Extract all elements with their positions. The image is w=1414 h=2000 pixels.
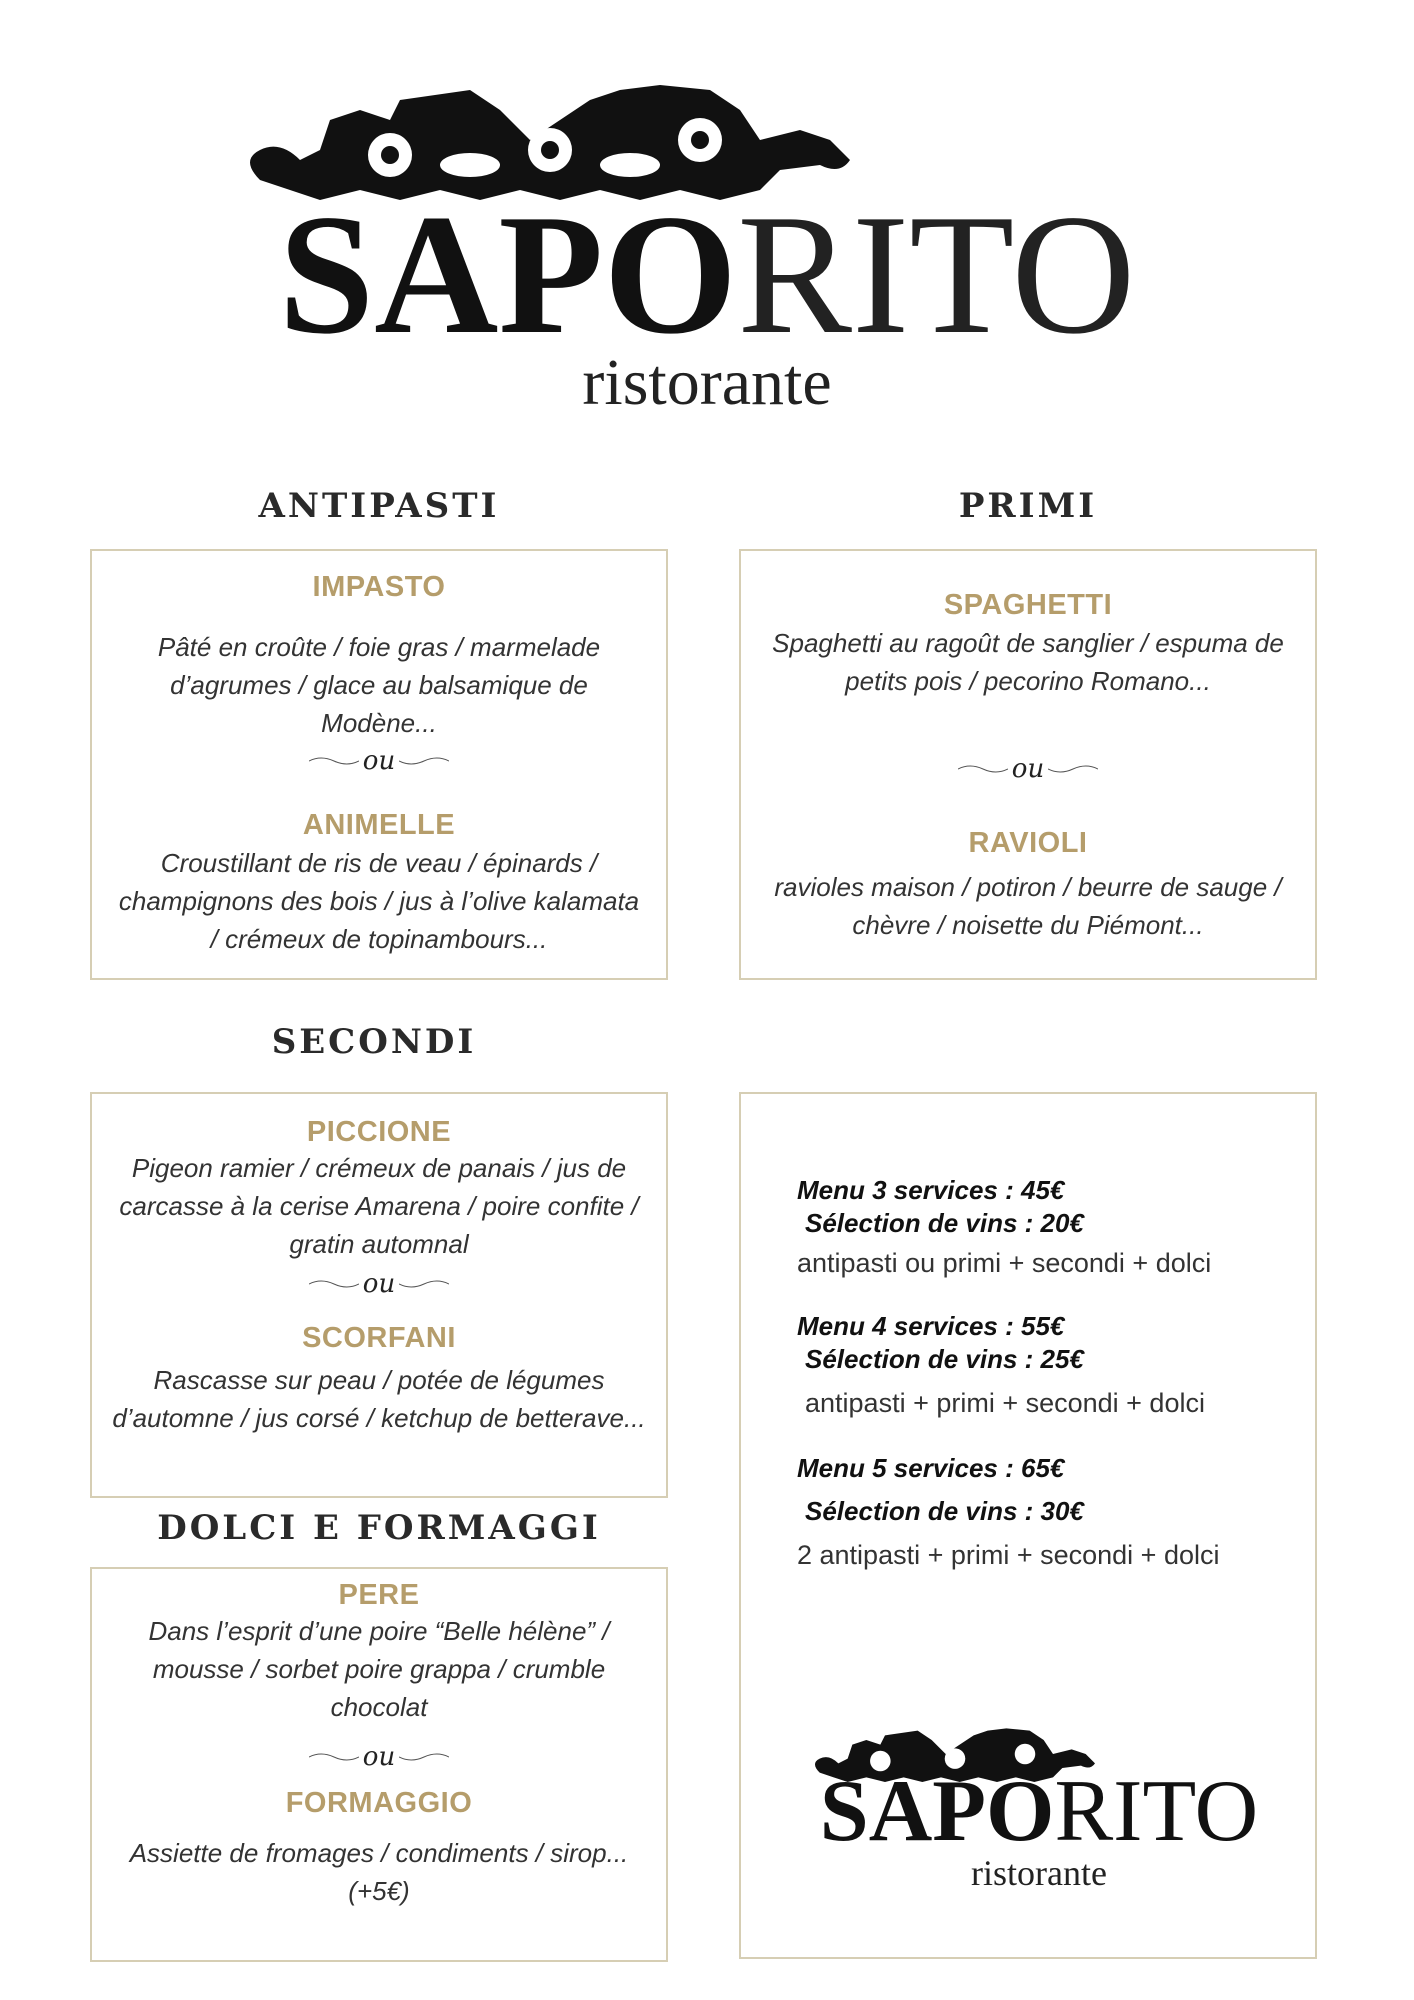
dish-ravioli — [741, 827, 1315, 944]
separator-text: ou — [1011, 754, 1045, 784]
dish-description: Rascasse sur peau / potée de légumes d’automne / jus corsé / ketchup de betterave... — [112, 1365, 646, 1433]
flourish-left-icon — [309, 755, 359, 767]
menu-3-services — [797, 1174, 1297, 1279]
small-logo-brand-bold: SAPO — [819, 1763, 1055, 1860]
flourish-right-icon — [399, 755, 449, 767]
menu-composition: antipasti ou primi + secondi + dolci — [797, 1248, 1212, 1278]
dish-impasto — [92, 571, 666, 742]
dish-name: FORMAGGIO — [285, 1787, 473, 1819]
separator-ou — [92, 1264, 666, 1304]
dish-description: Dans l’esprit d’une poire “Belle hélène” / mousse / sorbet poire grappa / crumble chocolat — [148, 1616, 610, 1722]
flourish-left-icon — [958, 763, 1008, 775]
dish-formaggio — [92, 1787, 666, 1910]
section-title-antipasti: ANTIPASTI — [258, 486, 500, 526]
dish-pere — [92, 1579, 666, 1726]
wine-selection: Sélection de vins : 30€ — [805, 1496, 1084, 1526]
section-title-secondi: SECONDI — [271, 1022, 477, 1062]
dish-description: Spaghetti au ragoût de sanglier / espuma de petits pois / pecorino Romano... — [772, 628, 1284, 696]
flourish-right-icon — [1048, 763, 1098, 775]
dish-name: PERE — [338, 1579, 420, 1611]
logo-subtitle: ristorante — [582, 346, 832, 419]
dish-animelle — [92, 809, 666, 958]
dish-name: ANIMELLE — [302, 809, 456, 841]
separator-text: ou — [362, 746, 396, 776]
primi-box — [739, 549, 1317, 980]
separator-ou — [741, 749, 1315, 789]
menu-4-services — [797, 1310, 1297, 1419]
logo-brand-bold: SAPO — [278, 180, 738, 370]
menu-composition: 2 antipasti + primi + secondi + dolci — [797, 1540, 1220, 1570]
logo-brand — [0, 180, 1414, 370]
flourish-left-icon — [309, 1278, 359, 1290]
dish-name: RAVIOLI — [968, 827, 1088, 859]
dish-name: SCORFANI — [302, 1322, 456, 1354]
wine-selection: Sélection de vins : 20€ — [805, 1208, 1084, 1238]
small-logo-subtitle: ristorante — [971, 1853, 1107, 1893]
dish-spaghetti — [741, 589, 1315, 700]
antipasti-box — [90, 549, 668, 980]
dish-description: ravioles maison / potiron / beurre de sauge / chèvre / noisette du Piémont... — [774, 872, 1282, 940]
wine-selection: Sélection de vins : 25€ — [805, 1344, 1084, 1374]
secondi-box — [90, 1092, 668, 1498]
flourish-left-icon — [309, 1751, 359, 1763]
dish-name: SPAGHETTI — [943, 589, 1113, 621]
small-logo-brand — [741, 1763, 1319, 1860]
menus-box — [739, 1092, 1317, 1959]
menu-5-services — [797, 1452, 1297, 1571]
menu-title: Menu 4 services : 55€ — [797, 1311, 1065, 1341]
separator-ou — [92, 741, 666, 781]
section-title-dolci: DOLCI E FORMAGGI — [157, 1508, 601, 1548]
dish-description: Croustillant de ris de veau / épinards / champignons des bois / jus à l’olive kalamata / crémeux de topinambours... — [118, 848, 640, 954]
small-logo-brand-light: RITO — [1054, 1763, 1259, 1860]
dish-scorfani — [92, 1322, 666, 1437]
menu-composition: antipasti + primi + secondi + dolci — [805, 1388, 1205, 1418]
dish-description: Pigeon ramier / crémeux de panais / jus de carcasse à la cerise Amarena / poire confite / gratin automnal — [119, 1153, 639, 1259]
separator-ou — [92, 1737, 666, 1777]
dish-name: IMPASTO — [312, 571, 446, 603]
flourish-right-icon — [399, 1278, 449, 1290]
dolci-box — [90, 1567, 668, 1962]
menu-title: Menu 3 services : 45€ — [797, 1175, 1065, 1205]
separator-text: ou — [362, 1742, 396, 1772]
menu-title: Menu 5 services : 65€ — [797, 1453, 1065, 1483]
flourish-right-icon — [399, 1751, 449, 1763]
logo-brand-light: RITO — [737, 180, 1136, 370]
dish-description: Assiette de fromages / condiments / sirop... (+5€) — [129, 1838, 629, 1906]
dish-description: Pâté en croûte / foie gras / marmelade d’agrumes / glace au balsamique de Modène... — [157, 632, 601, 738]
section-title-primi: PRIMI — [958, 486, 1098, 526]
dish-piccione — [92, 1116, 666, 1263]
dish-name: PICCIONE — [306, 1116, 452, 1148]
separator-text: ou — [362, 1269, 396, 1299]
